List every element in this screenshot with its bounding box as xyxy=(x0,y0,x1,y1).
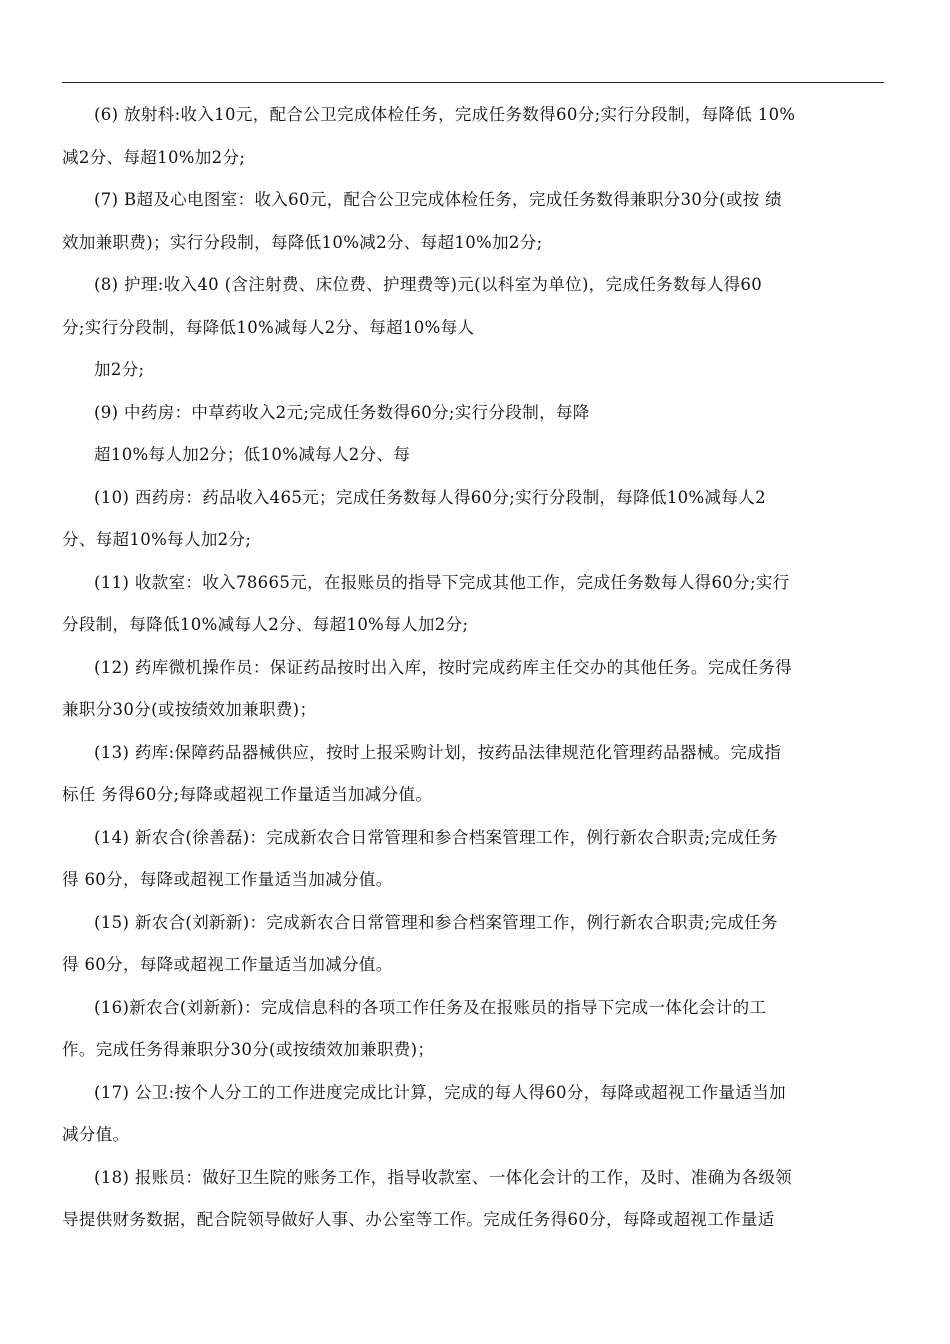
text-line: (17) 公卫:按个人分工的工作进度完成比计算，完成的每人得60分，每降或超视工作量适当加 xyxy=(94,1082,786,1102)
text-line: 分、每超10%每人加2分; xyxy=(62,530,252,549)
text-line: 分段制，每降低10%减每人2分、每超10%每人加2分; xyxy=(62,615,469,634)
text-line: (13) 药库:保障药品器械供应，按时上报采购计划，按药品法律规范化管理药品器械。完成指 xyxy=(94,742,782,762)
text-line: (10) 西药房：药品收入465元；完成任务数每人得60分;实行分段制，每降低10%减每人2 xyxy=(94,487,766,507)
text-line: 得 60分，每降或超视工作量适当加减分值。 xyxy=(62,955,393,974)
text-line: 导提供财务数据，配合院领导做好人事、办公室等工作。完成任务得60分，每降或超视工作量适 xyxy=(62,1210,775,1229)
text-line: 加2分; xyxy=(94,360,145,379)
text-line: 作。完成任务得兼职分30分(或按绩效加兼职费)； xyxy=(62,1040,435,1059)
header-rule xyxy=(62,82,884,83)
text-line: 减分值。 xyxy=(62,1125,130,1144)
text-line: (14) 新农合(徐善磊)：完成新农合日常管理和参合档案管理工作，例行新农合职责;完成任务 xyxy=(94,827,778,847)
text-line: 超10%每人加2分；低10%减每人2分、每 xyxy=(94,445,411,464)
document-body xyxy=(62,94,892,1242)
text-line: (12) 药库微机操作员：保证药品按时出入库，按时完成药库主任交办的其他任务。完成任务得 xyxy=(94,657,793,677)
text-line: (8) 护理:收入40 (含注射费、床位费、护理费等)元(以科室为单位)，完成任务数每人得60 xyxy=(94,275,763,294)
text-line: 得 60分，每降或超视工作量适当加减分值。 xyxy=(62,870,393,889)
text-line: (18) 报账员：做好卫生院的账务工作，指导收款室、一体化会计的工作，及时、准确为各级领 xyxy=(94,1167,793,1187)
text-line: 分;实行分段制，每降低10%减每人2分、每超10%每人 xyxy=(62,317,475,337)
text-line: 兼职分30分(或按绩效加兼职费)； xyxy=(62,700,317,719)
text-line: (9) 中药房：中草药收入2元;完成任务数得60分;实行分段制，每降 xyxy=(94,402,590,422)
text-line: (7) B超及心电图室：收入60元，配合公卫完成体检任务，完成任务数得兼职分30分(或按 绩 xyxy=(94,190,783,209)
text-line: (15) 新农合(刘新新)：完成新农合日常管理和参合档案管理工作，例行新农合职责;完成任务 xyxy=(94,912,778,932)
text-line: 标任 务得60分;每降或超视工作量适当加减分值。 xyxy=(62,785,433,804)
text-line: (11) 收款室：收入78665元，在报账员的指导下完成其他工作，完成任务数每人得60分;实行 xyxy=(94,572,790,592)
text-line: 减2分、每超10%加2分; xyxy=(62,147,246,167)
text-line: (16)新农合(刘新新)：完成信息科的各项工作任务及在报账员的指导下完成一体化会计的工 xyxy=(94,997,767,1017)
text-line: (6) 放射科:收入10元，配合公卫完成体检任务，完成任务数得60分;实行分段制，每降低 10% xyxy=(94,105,796,124)
text-line: 效加兼职费)；实行分段制，每降低10%减2分、每超10%加2分; xyxy=(62,232,543,252)
